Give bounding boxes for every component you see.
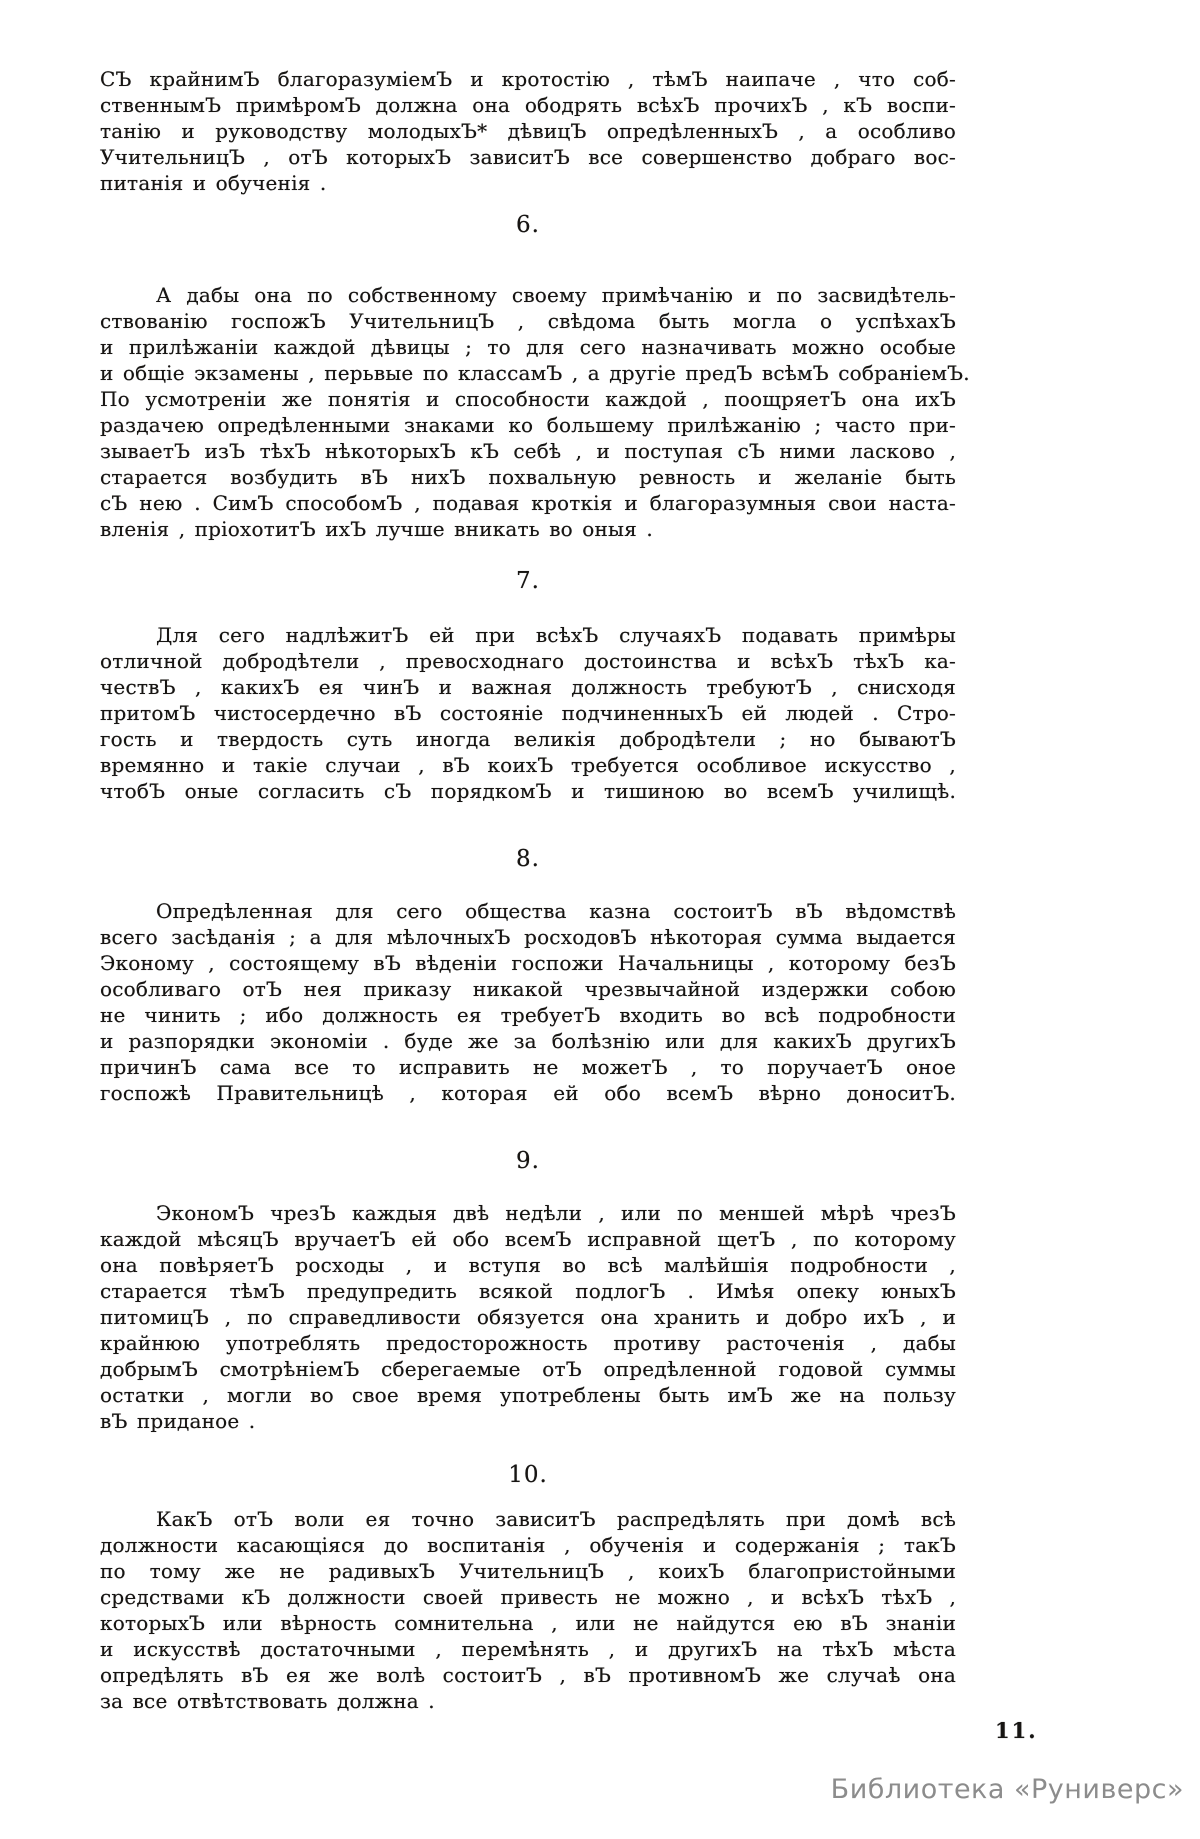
section-6-number: 6. (516, 212, 540, 238)
text-line: танiю и руководству молодыхЪ* дѣвицЪ опредѣленныхЪ , а особливо (100, 119, 956, 143)
text-line: гость и твердость суть иногда великiя добродѣтели ; но бываютЪ (100, 727, 956, 751)
text-line: Эконому , состоящему вЪ вѣденiи госпожи Начальницы , которому безЪ (100, 951, 956, 975)
text-line: средствами кЪ должности своей привесть не можно , и всѣхЪ тѣхЪ , (100, 1585, 956, 1609)
text-line: питанiя и обученiя . (100, 171, 327, 195)
section-8-number: 8. (516, 846, 540, 872)
text-line: крайнюю употреблять предосторожность противу расточенiя , дабы (100, 1331, 956, 1355)
text-line: чествЪ , какихЪ ея чинЪ и важная должность требуютЪ , снисходя (100, 675, 956, 699)
text-line: питомицЪ , по справедливости обязуется она хранить и добро ихЪ , и (100, 1305, 956, 1329)
text-line: по тому же не радивыхЪ УчительницЪ , коихЪ благопристойными (100, 1559, 956, 1583)
text-line: старается возбудить вЪ нихЪ похвальную ревность и желанiе быть (100, 465, 956, 489)
text-line: ЭкономЪ чрезЪ каждыя двѣ недѣли , или по меншей мѣрѣ чрезЪ (156, 1201, 956, 1225)
section-6-paragraph (100, 282, 970, 542)
text-line: и прилѣжанiи каждой дѣвицы ; то для сего назначивать можно особые (100, 335, 956, 359)
text-line: и общiе экзамены , перьвые по классамЪ , а другiе предЪ всѣмЪ собранiемЪ. (100, 361, 970, 385)
text-line: она повѣряетЪ росходы , и вступя во всѣ малѣйшiя подробности , (100, 1253, 956, 1277)
text-line: раздачею опредѣленными знаками ко большему прилѣжанiю ; часто при- (100, 413, 956, 437)
text-line: ственнымЪ примѣромЪ должна она ободрять всѣхЪ прочихЪ , кЪ воспи- (100, 93, 956, 117)
section-7-number: 7. (516, 568, 540, 594)
text-line: каждой мѣсяцЪ вручаетЪ ей обо всемЪ исправной щетЪ , по которому (100, 1227, 956, 1251)
text-line: Опредѣленная для сего общества казна состоитЪ вЪ вѣдомствѣ (156, 899, 956, 923)
text-line: Для сего надлѣжитЪ ей при всѣхЪ случаяхЪ подавать примѣры (156, 623, 956, 647)
text-line: УчительницЪ , отЪ которыхЪ зависитЪ все совершенство добраго вос- (100, 145, 956, 169)
text-line: чтобЪ оные согласить сЪ порядкомЪ и тишиною во всемЪ училищѣ. (100, 779, 956, 803)
text-line: остатки , могли во свое время употреблены быть имЪ же на пользу (100, 1383, 956, 1407)
section-10-paragraph (100, 1506, 956, 1714)
text-line: зываетЪ изЪ тѣхЪ нѣкоторыхЪ кЪ себѣ , и поступая сЪ ними ласково , (100, 439, 956, 463)
text-line: сЪ нею . СимЪ способомЪ , подавая кроткiя и благоразумныя свои наста- (100, 491, 956, 515)
section-8-paragraph (100, 898, 956, 1106)
intro-paragraph (100, 66, 956, 196)
text-line: всего засѣданiя ; а для мѣлочныхЪ росходовЪ нѣкоторая сумма выдается (100, 925, 956, 949)
text-line: и искусствѣ достаточными , перемѣнять , и другихЪ на тѣхЪ мѣста (100, 1637, 956, 1661)
text-line: причинЪ сама все то исправить не можетЪ , то поручаетЪ оное (100, 1055, 956, 1079)
section-7-paragraph (100, 622, 956, 804)
text-line: должности касающiяся до воспитанiя , обученiя и содержанiя ; такЪ (100, 1533, 956, 1557)
text-line: КакЪ отЪ воли ея точно зависитЪ распредѣлять при домѣ всѣ (156, 1507, 956, 1531)
text-line: особливаго отЪ нея приказу никакой чрезвычайной издержки собою (100, 977, 956, 1001)
text-line: за все отвѣтствовать должна . (100, 1689, 435, 1713)
text-line: СЪ крайнимЪ благоразумiемЪ и кротостiю , тѣмЪ наипаче , что соб- (100, 67, 956, 91)
section-9-number: 9. (516, 1148, 540, 1174)
text-line: ствованiю госпожЪ УчительницЪ , свѣдома быть могла о успѣхахЪ (100, 309, 956, 333)
text-line: которыхЪ или вѣрность сомнительна , или не найдутся ею вЪ знанiи (100, 1611, 956, 1635)
text-line: старается тѣмЪ предупредить всякой подлогЪ . Имѣя опеку юныхЪ (100, 1279, 956, 1303)
section-9-paragraph (100, 1200, 956, 1434)
text-line: вЪ приданое . (100, 1409, 256, 1433)
text-line: отличной добродѣтели , превосходнаго достоинства и всѣхЪ тѣхЪ ка- (100, 649, 956, 673)
text-line: По усмотренiи же понятiя и способности каждой , поощряетЪ она ихЪ (100, 387, 956, 411)
text-line: не чинить ; ибо должность ея требуетЪ входить во всѣ подробности (100, 1003, 956, 1027)
text-line: А дабы она по собственному своему примѣчанiю и по засвидѣтель- (156, 283, 956, 307)
text-line: опредѣлять вЪ ея же волѣ состоитЪ , вЪ противномЪ же случаѣ она (100, 1663, 956, 1687)
watermark-runivers: Библиотека «Руниверс» (830, 1774, 1184, 1805)
section-10-number: 10. (508, 1462, 548, 1488)
text-line: притомЪ чистосердечно вЪ состоянiе подчиненныхЪ ей людей . Стро- (100, 701, 956, 725)
page-number: 11. (995, 1718, 1038, 1743)
text-line: и разпорядки экономiи . буде же за болѣзнiю или для какихЪ другихЪ (100, 1029, 956, 1053)
text-line: вленiя , прiохотитЪ ихЪ лучше вникать во оныя . (100, 517, 653, 541)
text-line: добрымЪ смотрѣнiемЪ сберегаемые отЪ опредѣленной годовой суммы (100, 1357, 956, 1381)
text-line: госпожѣ Правительницѣ , которая ей обо всемЪ вѣрно доноситЪ. (100, 1081, 956, 1105)
text-line: времянно и такiе случаи , вЪ коихЪ требуется особливое искусство , (100, 753, 956, 777)
